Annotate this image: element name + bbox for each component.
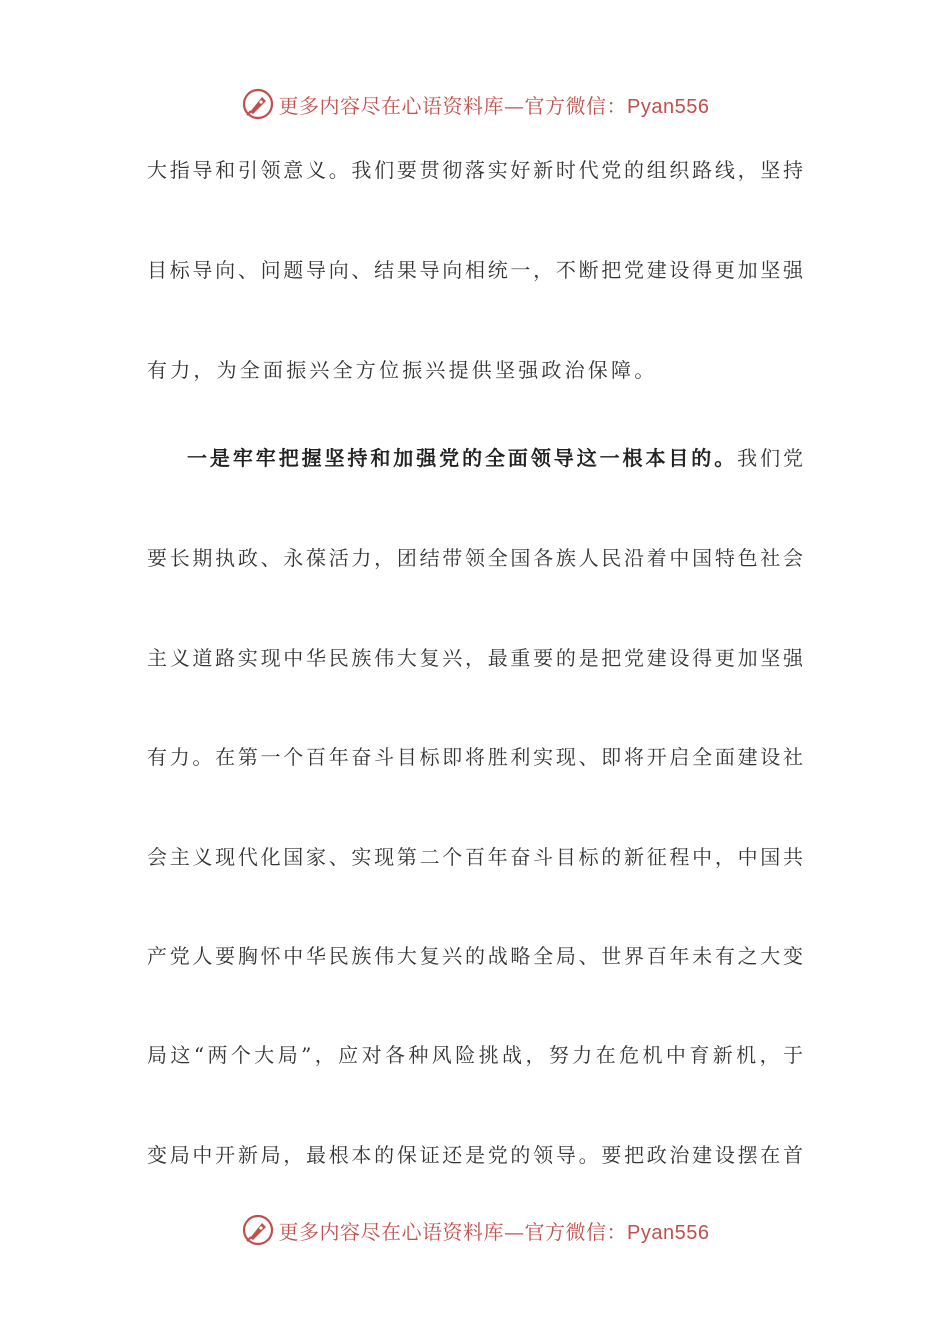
pen-nib-logo-icon <box>241 87 275 121</box>
banner-wechat-id: Pyan556 <box>627 95 710 118</box>
body-line: 有力，为全面振兴全方位振兴提供坚强政治保障。 <box>147 358 658 382</box>
body-line: 会主义现代化国家、实现第二个百年奋斗目标的新征程中，中国共 <box>147 845 803 869</box>
body-line: 要长期执政、永葆活力，团结带领全国各族人民沿着中国特色社会 <box>147 546 803 570</box>
section-heading-bold: 一是牢牢把握坚持和加强党的全面领导这一根本目的。 <box>187 446 738 470</box>
body-line: 主义道路实现中华民族伟大复兴，最重要的是把党建设得更加坚强 <box>147 646 803 670</box>
body-line: 有力。在第一个百年奋斗目标即将胜利实现、即将开启全面建设社 <box>147 745 803 769</box>
body-line: 目标导向、问题导向、结果导向相统一，不断把党建设得更加坚强 <box>147 258 803 282</box>
section-heading-line <box>147 443 803 473</box>
body-line: 变局中开新局，最根本的保证还是党的领导。要把政治建设摆在首 <box>147 1143 803 1167</box>
section-heading-rest: 我们党 <box>737 446 804 470</box>
banner-text-cn: 更多内容尽在心语资料库—官方微信： <box>278 1219 628 1244</box>
footer-watermark-banner <box>0 1208 950 1252</box>
header-watermark-banner <box>0 82 950 126</box>
body-line: 局这“两个大局”，应对各种风险挑战，努力在危机中育新机，于 <box>147 1043 803 1067</box>
pen-nib-logo-icon <box>241 1213 275 1247</box>
banner-text <box>279 1216 710 1245</box>
body-line: 大指导和引领意义。我们要贯彻落实好新时代党的组织路线，坚持 <box>147 158 803 182</box>
banner-text-cn: 更多内容尽在心语资料库—官方微信： <box>278 93 628 118</box>
body-line: 产党人要胸怀中华民族伟大复兴的战略全局、世界百年未有之大变 <box>147 944 803 968</box>
banner-wechat-id: Pyan556 <box>627 1221 710 1244</box>
banner-text <box>279 90 710 119</box>
